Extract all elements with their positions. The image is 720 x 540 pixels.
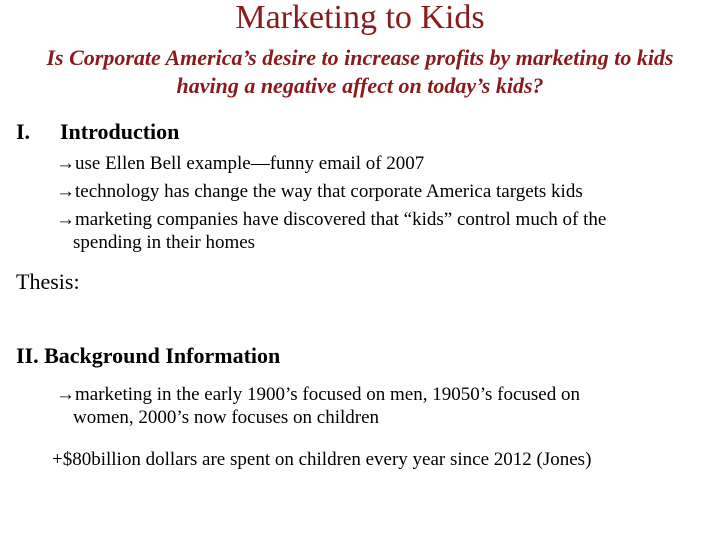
list-item [56, 208, 720, 254]
slide-title: Marketing to Kids [235, 0, 485, 36]
section-title: Introduction [60, 119, 180, 144]
list-item-text: marketing companies have discovered that “kids” control much of the [75, 209, 607, 230]
arrow-icon: → [56, 153, 75, 174]
section-title: II. Background Information [16, 343, 281, 368]
list-item [56, 152, 720, 175]
list-item-text: use Ellen Bell example—funny email of 2007 [75, 153, 425, 174]
list-item-text: technology has change the way that corporate America targets kids [75, 181, 583, 202]
arrow-icon: → [56, 209, 75, 230]
slide-subtitle: Is Corporate America’s desire to increase profits by marketing to kids having a negative affect on today’s kids? [46, 45, 674, 98]
list-item-text: +$80billion dollars are spent on children every year since 2012 (Jones) [52, 449, 592, 470]
list-item [52, 448, 720, 471]
arrow-icon: → [56, 384, 75, 405]
list-item [56, 383, 720, 429]
list-item [56, 180, 720, 203]
thesis-label: Thesis: [16, 269, 80, 294]
list-item-text: marketing in the early 1900’s focused on men, 19050’s focused on [75, 384, 580, 405]
section-introduction-heading [16, 118, 179, 146]
list-item-continuation: spending in their homes [73, 232, 256, 253]
arrow-icon: → [56, 181, 75, 202]
section-number: I. [16, 119, 31, 144]
list-item-continuation: women, 2000’s now focuses on children [73, 407, 380, 428]
section-background-heading [16, 342, 280, 370]
